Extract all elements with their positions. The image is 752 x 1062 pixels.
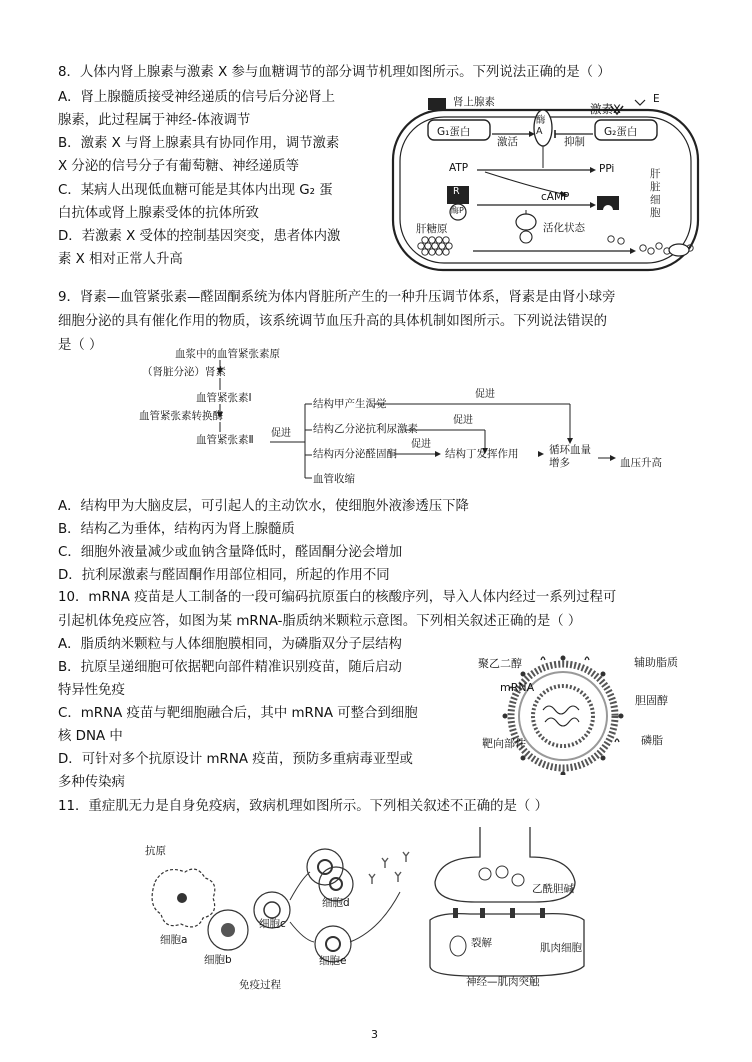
q10-label-mrna: mRNA [500, 681, 535, 694]
q10-option-b-line1: B．抗原呈递细胞可依据靶向部件精准识别疫苗，随后启动 [58, 660, 402, 675]
q8-label-inhibit: 抑制 [564, 136, 585, 148]
q9-node-ang1: 血管紧张素Ⅰ [196, 392, 252, 404]
q8-label-liver-cell: 肝脏细胞 [650, 168, 661, 219]
q11-stem: 11．重症肌无力是自身免疫病，致病机理如图所示。下列相关叙述不正确的是（ ） [58, 799, 548, 814]
q9-node-ace: 血管紧张素转换酶 [139, 410, 223, 422]
q8-label-ppi: PPi [599, 163, 615, 175]
q10-option-c-line2: 核 DNA 中 [58, 729, 123, 744]
q10-option-d-line2: 多种传染病 [58, 775, 125, 790]
q8-label-e: E [653, 93, 660, 105]
q10-stem-line2: 引起机体免疫应答，如图为某 mRNA-脂质纳米颗粒示意图。下列相关叙述正确的是（ ） [58, 614, 582, 629]
q11-label-muscle-cell: 肌肉细胞 [540, 942, 582, 954]
q9-node-structure-d: 结构丁发挥作用 [445, 448, 519, 460]
q8-stem: 8．人体内肾上腺素与激素 X 参与血糖调节的部分调节机理如图所示。下列说法正确的是（ ） [58, 65, 611, 80]
q8-label-atp: ATP [449, 162, 469, 174]
q9-stem-line2: 细胞分泌的具有催化作用的物质，该系统调节血压升高的具体机制如图所示。下列说法错误的 [58, 314, 608, 329]
q9-option-d: D．抗利尿激素与醛固酮作用部位相同，所起的作用不同 [58, 568, 390, 583]
q11-label-cell-e: 细胞e [319, 955, 347, 967]
q9-node-thirst: 结构甲产生渴觉 [313, 398, 387, 410]
q11-label-acetylcholine: 乙酰胆碱 [532, 883, 574, 895]
q10-label-cholesterol: 胆固醇 [635, 694, 668, 707]
q10-option-b-line2: 特异性免疫 [58, 683, 125, 698]
q10-option-c-line1: C．mRNA 疫苗与靶细胞融合后，其中 mRNA 可整合到细胞 [58, 706, 418, 721]
q9-node-ang2: 血管紧张素Ⅱ [196, 434, 254, 446]
q10-label-phospholipid: 磷脂 [641, 734, 663, 747]
q10-option-d-line1: D．可针对多个抗原设计 mRNA 疫苗，预防多重病毒亚型或 [58, 752, 413, 767]
q8-label-enzyme-p: 酶P [451, 206, 464, 215]
q8-label-glycogen: 肝糖原 [416, 223, 448, 235]
q8-label-active: 活化状态 [543, 222, 585, 234]
q9-node-vasoconstriction: 血管收缩 [313, 473, 355, 485]
q11-label-cell-d: 细胞d [322, 897, 350, 909]
q8-option-d-line2: 素 X 相对正常人升高 [58, 252, 183, 267]
q9-stem-line3: 是（ ） [58, 338, 103, 353]
q9-option-a: A．结构甲为大脑皮层，可引起人的主动饮水，使细胞外液渗透压下降 [58, 499, 469, 514]
q8-label-enzyme-a: 酶A [536, 115, 546, 137]
q8-label-adrenaline: 肾上腺素 [453, 96, 495, 108]
q8-option-c-line2: 白抗体或肾上腺素受体的抗体所致 [58, 206, 259, 221]
q9-node-plasma: 血浆中的血管紧张素原 [175, 348, 280, 360]
q10-label-peg: 聚乙二醇 [478, 657, 522, 670]
q11-label-cell-b: 细胞b [204, 954, 232, 966]
q9-node-adh: 结构乙分泌抗利尿激素 [313, 423, 418, 435]
q9-label-promote-ald: 促进 [411, 439, 431, 450]
q8-label-hormone-x: 激素X [590, 102, 621, 116]
page-number: 3 [371, 1028, 378, 1041]
q10-label-targeting: 靶向部件 [482, 737, 526, 750]
q11-label-cell-c: 细胞c [259, 918, 286, 930]
q8-option-a-line1: A．肾上腺髓质接受神经递质的信号后分泌肾上 [58, 90, 335, 105]
q11-label-lysis: 裂解 [471, 937, 492, 949]
q11-label-immune-process: 免疫过程 [239, 979, 281, 991]
q11-label-antigen: 抗原 [145, 845, 166, 857]
q8-option-c-line1: C．某病人出现低血糖可能是其体内出现 G₂ 蛋 [58, 183, 333, 198]
q9-node-blood-pressure: 血压升高 [620, 457, 662, 469]
q8-label-activate: 激活 [497, 136, 518, 148]
q8-option-d-line1: D．若激素 X 受体的控制基因突变，患者体内激 [58, 229, 341, 244]
q9-node-blood-volume: 循环血量增多 [549, 444, 591, 469]
q8-label-camp: cAMP [541, 191, 570, 203]
q8-option-b-line1: B．激素 X 与肾上腺素具有协同作用，调节激素 [58, 136, 340, 151]
q9-node-aldosterone: 结构丙分泌醛固酮 [313, 448, 397, 460]
q9-label-promote-adh: 促进 [453, 415, 473, 426]
q9-label-promote-thirst: 促进 [475, 389, 495, 400]
q10-stem-line1: 10．mRNA 疫苗是人工制备的一段可编码抗原蛋白的核酸序列，导入人体内经过一系列过程可 [58, 590, 617, 605]
q8-label-g1: G₁蛋白 [437, 126, 471, 138]
q10-label-helper-lipid: 辅助脂质 [634, 656, 678, 669]
q9-option-b: B．结构乙为垂体，结构丙为肾上腺髓质 [58, 522, 295, 537]
q8-label-g2: G₂蛋白 [604, 126, 638, 138]
q9-stem-line1: 9．肾素—血管紧张素—醛固酮系统为体内肾脏所产生的一种升压调节体系，肾素是由肾小球旁 [58, 290, 616, 305]
q11-label-neuromuscular-synapse: 神经—肌肉突触 [466, 976, 540, 988]
q10-option-a: A．脂质纳米颗粒与人体细胞膜相同，为磷脂双分子层结构 [58, 637, 402, 652]
q11-label-cell-a: 细胞a [160, 934, 188, 946]
q8-option-a-line2: 腺素，此过程属于神经-体液调节 [58, 113, 251, 128]
q8-option-b-line2: X 分泌的信号分子有葡萄糖、神经递质等 [58, 159, 300, 174]
q9-option-c: C．细胞外液量减少或血钠含量降低时，醛固酮分泌会增加 [58, 545, 403, 560]
q8-label-r: R [453, 186, 460, 197]
q9-label-promote-main: 促进 [271, 428, 291, 439]
q9-node-renin: （肾脏分泌）肾素 [142, 366, 226, 378]
